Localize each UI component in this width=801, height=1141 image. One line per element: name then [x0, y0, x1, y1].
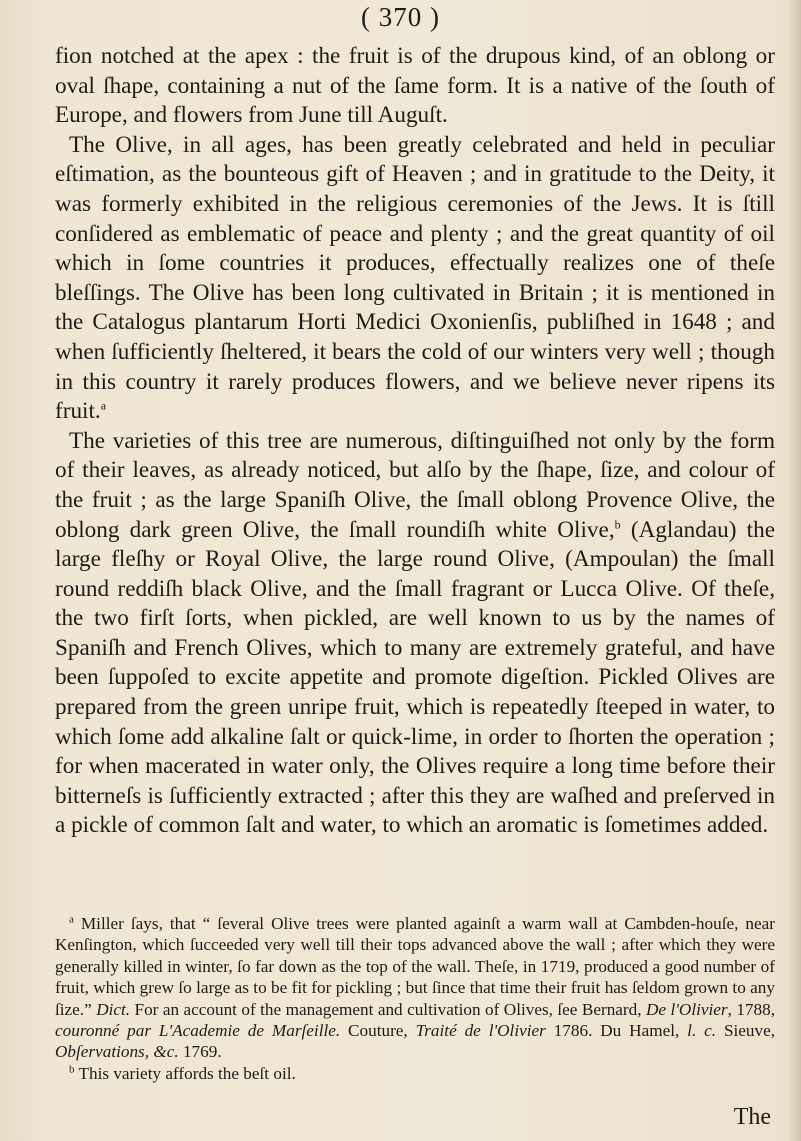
- footnote-a-text: 1769.: [178, 1042, 222, 1062]
- footnote-a-text: Miller ſays, that “ ſeveral Olive trees were planted againſt a warm wall at Cambden-houſe, near Kenſington, which ſucceeded very well till their tops advanced above the wall ; after which they were generally killed in winter, ſo far down as the top of the wall. Theſe, in 1719, produced a good number of fruit, which grew ſo large as to be fit for pickling ; but ſince that time their fruit has ſeldom grown to any ſize.”: [55, 914, 775, 1019]
- paragraph-3-text-before-note: The varieties of this tree are numerous, diſtinguiſhed not only by the form of their leaves, as already noticed, but alſo by the ſhape, ſize, and colour of the fruit ; as the large Spaniſh Olive, the ſmall oblong Provence Olive, the oblong dark green Olive, the ſmall roundiſh white Olive,: [55, 427, 775, 543]
- footnote-a-citation: De l'Olivier: [645, 999, 728, 1019]
- page-number: ( 370 ): [361, 2, 440, 32]
- page-edge-shadow: [787, 0, 801, 1141]
- paragraph-3-text-after-note: (Aglandau) the large fleſhy or Royal Olive, the large round Olive, (Ampoulan) the ſmall round reddiſh black Olive, and the ſmall fragrant or Lucca Olive. Of theſe, the two firſt ſorts, when pickled, are well known to us by the names of Spaniſh and French Olives, which to many are extremely grateful, and have been ſuppoſed to excite appetite and promote digeſtion. Pickled Olives are prepared from the green unripe fruit, which is repeatedly ſteeped in water, to which ſome add alkaline ſalt or quick-lime, in order to ſhorten the operation ; for when macerated in water only, the Olives require a long time before their bitterneſs is ſufficiently extracted ; after this they are waſhed and preſerved in a pickle of common ſalt and water, to which an aromatic is ſometimes added.: [55, 516, 775, 839]
- paragraph-2-text: The Olive, in all ages, has been greatly celebrated and held in peculiar eſtimation, as the bounteous gift of Heaven ; and in gratitude to the Deity, it was formerly exhibited in the religious ceremonies of the Jews. It is ſtill conſidered as emblematic of peace and plenty ; and the great quantity of oil which in ſome countries it produces, effectually realizes one of theſe bleſſings. The Olive has been long cultivated in Britain ; it is mentioned in the Catalogus plantarum Horti Medici Oxonienſis, publiſhed in 1648 ; and when ſufficiently ſheltered, it bears the cold of our winters very well ; though in this country it rarely produces flowers, and we believe never ripens its fruit.: [55, 131, 775, 425]
- footnote-a-text: For an account of the management and cultivation of Olives, ſee Bernard,: [130, 999, 646, 1019]
- footnote-a-citation: Dict.: [96, 999, 131, 1019]
- footnote-a: [55, 913, 775, 1063]
- footnote-a-text: 1786. Du Hamel,: [545, 1021, 688, 1041]
- paragraph-3: [55, 427, 775, 841]
- footnote-mark-a: a: [69, 913, 74, 926]
- paragraph-2: [55, 131, 775, 427]
- catchword: The: [733, 1104, 771, 1130]
- footnote-ref-b: b: [614, 516, 621, 531]
- footnotes: [55, 913, 775, 1084]
- footnote-a-text: , 1788,: [727, 999, 776, 1019]
- paragraph-1: [55, 42, 775, 131]
- footnote-a-text: Couture,: [340, 1021, 416, 1041]
- paragraph-1-text: fion notched at the apex : the fruit is of the drupous kind, of an oblong or oval ſhape, containing a nut of the ſame form. It is a native of the ſouth of Europe, and flowers from June till Auguſt.: [55, 43, 775, 129]
- footnote-a-citation: Traité de l'Olivier: [415, 1021, 546, 1041]
- footnote-ref-a: a: [100, 398, 107, 413]
- footnote-b-text: This variety affords the beſt oil.: [74, 1063, 296, 1083]
- footnote-a-citation: couronné par L'Academie de Marſeille.: [55, 1021, 341, 1041]
- footnote-a-citation: Obſervations, &c.: [55, 1042, 179, 1062]
- footnote-mark-b: b: [69, 1063, 75, 1076]
- footnote-b: [55, 1063, 775, 1084]
- footnote-a-citation: l. c.: [687, 1021, 717, 1041]
- footnote-a-text: Sieuve,: [716, 1021, 776, 1041]
- body-text: [55, 42, 775, 841]
